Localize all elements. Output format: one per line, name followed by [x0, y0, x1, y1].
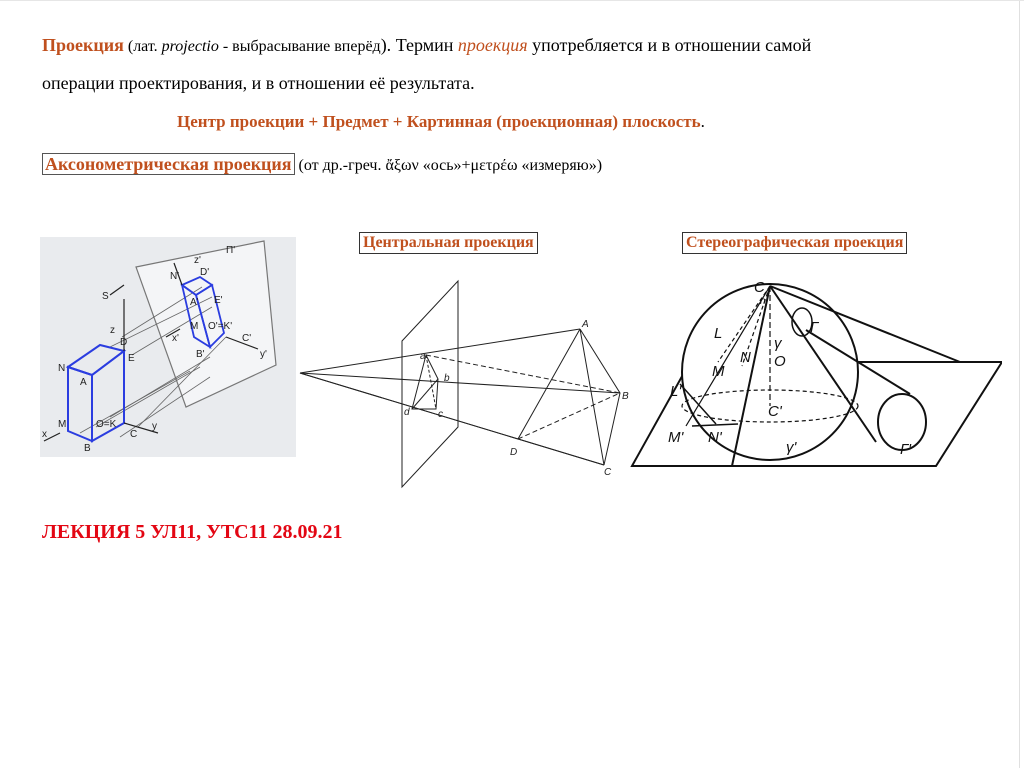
- label-Mproj: M: [190, 321, 199, 332]
- formula-text: Центр проекции + Предмет + Картинная (проекционная) плоскость: [177, 112, 701, 131]
- projection-formula: [177, 112, 705, 132]
- label-OK: O=K: [96, 419, 117, 430]
- ray-A: [300, 329, 580, 373]
- axon-etym-a: (от др.-греч.: [294, 157, 386, 174]
- caption-stereographic-projection: Стереографическая проекция: [682, 232, 907, 254]
- label-Cprime3: C': [768, 403, 782, 420]
- label-d: d: [404, 407, 410, 418]
- axon-etym-b: ): [596, 157, 603, 174]
- label-Nprime3: N': [708, 429, 722, 446]
- slide-edge: [1019, 1, 1020, 768]
- label-OK-prime: O'=K': [208, 321, 233, 332]
- label-D: D: [120, 337, 128, 348]
- label-a: a: [420, 351, 426, 362]
- term-italic: проекция: [457, 35, 528, 55]
- picture-plane-p: [402, 281, 458, 487]
- label-C: C: [130, 429, 138, 440]
- label-pi: П': [226, 245, 236, 256]
- label-A: A: [80, 377, 87, 388]
- pyramid-edge-2: [518, 329, 604, 465]
- label-E: E: [128, 353, 135, 364]
- intro-line-1: [42, 35, 811, 56]
- label-B: B: [84, 443, 91, 454]
- label-n: n: [760, 296, 766, 307]
- label-Dprime: D': [200, 267, 210, 278]
- axonometric-line: [42, 154, 602, 175]
- label-z: z: [110, 325, 115, 336]
- term-projection: Проекция: [42, 35, 124, 55]
- label-Eprime: E': [214, 295, 223, 306]
- label-x: x: [42, 429, 47, 440]
- label-M: M: [58, 419, 67, 430]
- label-A2: A: [582, 319, 589, 330]
- latin-word: projectio: [161, 38, 219, 55]
- label-Gamma: Г: [810, 319, 819, 336]
- label-L: L: [714, 325, 723, 342]
- term-text-a: Термин: [395, 35, 458, 55]
- label-D2: D: [510, 447, 518, 458]
- axon-greek: ἄξων «ось»+μετρέω «измеряю»: [385, 157, 597, 174]
- label-gamma-prime: γ': [786, 439, 797, 456]
- pyramid-edge: [580, 329, 620, 465]
- stereographic-projection-figure: [630, 266, 1002, 478]
- axonometric-figure: [40, 237, 296, 457]
- label-Aprime: A': [190, 297, 199, 308]
- axonometric-term: Аксонометрическая проекция: [42, 153, 295, 175]
- label-Lprime: L': [670, 383, 682, 400]
- label-c: c: [438, 409, 443, 420]
- label-Gamma-prime: Г': [900, 441, 912, 458]
- label-zprime: z': [194, 255, 201, 266]
- formula-dot: .: [700, 112, 705, 131]
- label-Bprime: B': [196, 349, 205, 360]
- central-projection-figure: [298, 277, 632, 489]
- label-N: N: [58, 363, 66, 374]
- label-B2: B: [622, 391, 629, 402]
- label-y: y: [152, 421, 157, 432]
- intro-line-2: операции проектирования, и в отношении её результата.: [42, 73, 475, 93]
- paren-close: ).: [380, 35, 396, 55]
- label-O3: O: [774, 353, 786, 370]
- label-S: S: [102, 291, 109, 302]
- caption-central-projection: Центральная проекция: [359, 232, 538, 254]
- lecture-info: ЛЕКЦИЯ 5 УЛ11, УТС11 28.09.21: [42, 521, 343, 543]
- label-Mprime3: M': [668, 429, 684, 446]
- label-C2: C: [604, 467, 612, 478]
- latin-gloss: - выбрасывание вперёд: [218, 38, 381, 55]
- label-N3: N: [740, 349, 751, 366]
- label-C3: C: [754, 279, 765, 296]
- label-b: b: [444, 373, 450, 384]
- label-gamma: γ: [774, 335, 782, 352]
- paren-open: (лат.: [123, 38, 162, 55]
- term-text-b: употребляется и в отношении самой: [527, 35, 812, 55]
- ray-B: [300, 373, 620, 393]
- label-M3: M: [712, 363, 725, 380]
- label-Nprime: N': [170, 271, 180, 282]
- ray-D: [300, 373, 518, 439]
- label-Cprime: C': [242, 333, 252, 344]
- label-yprime: y': [260, 349, 267, 360]
- label-xprime: x': [172, 333, 179, 344]
